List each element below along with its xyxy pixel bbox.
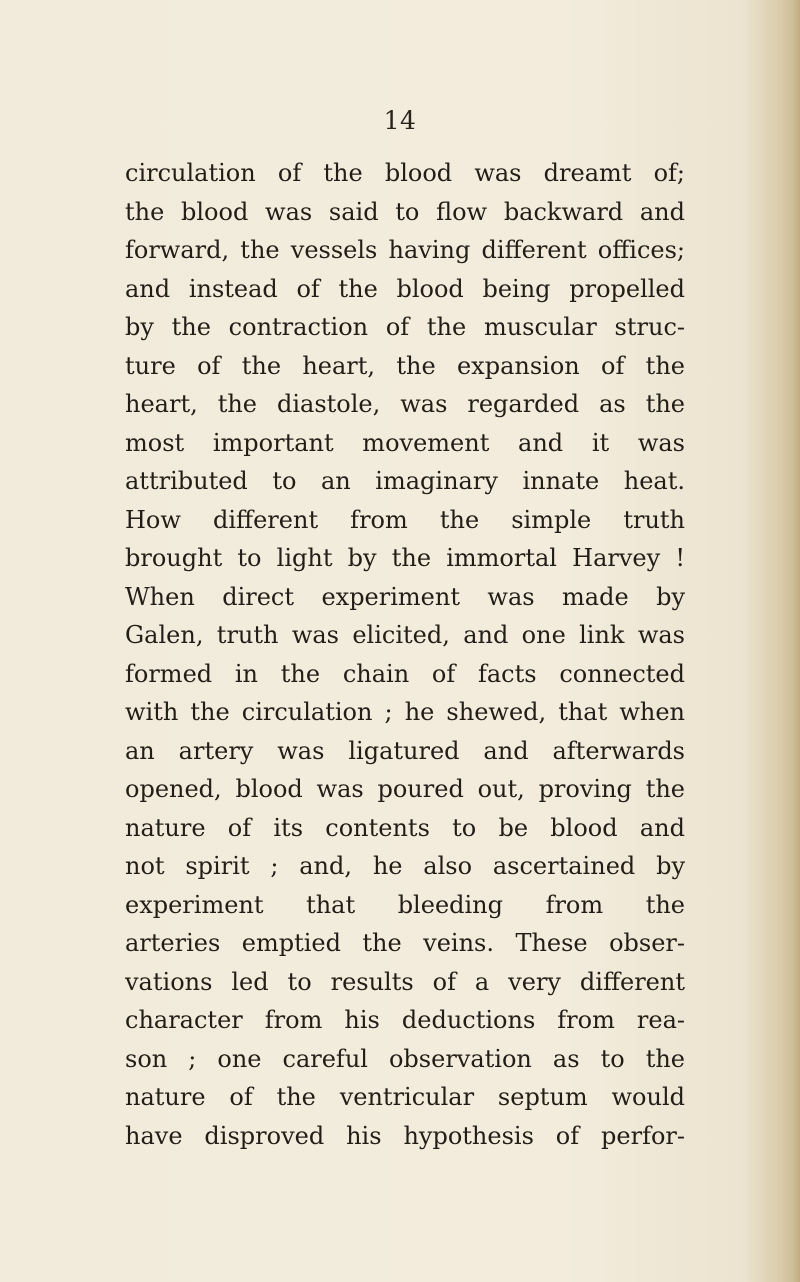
text-line: son ; one careful observation as to the — [125, 1044, 685, 1073]
text-line: nature of the ventricular septum would — [125, 1083, 685, 1111]
text-line: ture of the heart, the expansion of the — [125, 351, 685, 380]
text-line: When direct experiment was made by — [125, 582, 685, 611]
text-line: an artery was ligatured and afterwards — [125, 736, 685, 765]
page-edge-shadow — [782, 0, 800, 1282]
text-line: and instead of the blood being propelled — [125, 274, 685, 303]
page-number: 14 — [383, 106, 417, 135]
text-line: the blood was said to flow backward and — [125, 197, 685, 226]
text-line: most important movement and it was — [125, 428, 685, 457]
text-line: arteries emptied the veins. These obser- — [125, 929, 685, 957]
text-line: Galen, truth was elicited, and one link was — [125, 621, 685, 649]
text-line: not spirit ; and, he also ascertained by — [125, 852, 685, 880]
text-line: experiment that bleeding from the — [125, 890, 685, 919]
text-line: character from his deductions from rea- — [125, 1006, 685, 1034]
text-line: How different from the simple truth — [125, 505, 685, 534]
text-line: heart, the diastole, was regarded as the — [125, 390, 685, 418]
body-text — [125, 154, 685, 1155]
text-line: by the contraction of the muscular struc- — [125, 313, 685, 341]
text-line: brought to light by the immortal Harvey ! — [125, 544, 685, 572]
text-line: have disproved his hypothesis of perfor- — [125, 1121, 685, 1150]
text-line: vations led to results of a very different — [125, 967, 685, 996]
text-line: nature of its contents to be blood and — [125, 813, 685, 842]
text-line: opened, blood was poured out, proving the — [125, 775, 685, 803]
text-line: circulation of the blood was dreamt of; — [125, 159, 685, 187]
text-line: attributed to an imaginary innate heat. — [125, 467, 685, 495]
text-line: formed in the chain of facts connected — [125, 659, 685, 688]
text-line: forward, the vessels having different offices; — [125, 236, 685, 264]
text-line: with the circulation ; he shewed, that when — [125, 698, 685, 726]
